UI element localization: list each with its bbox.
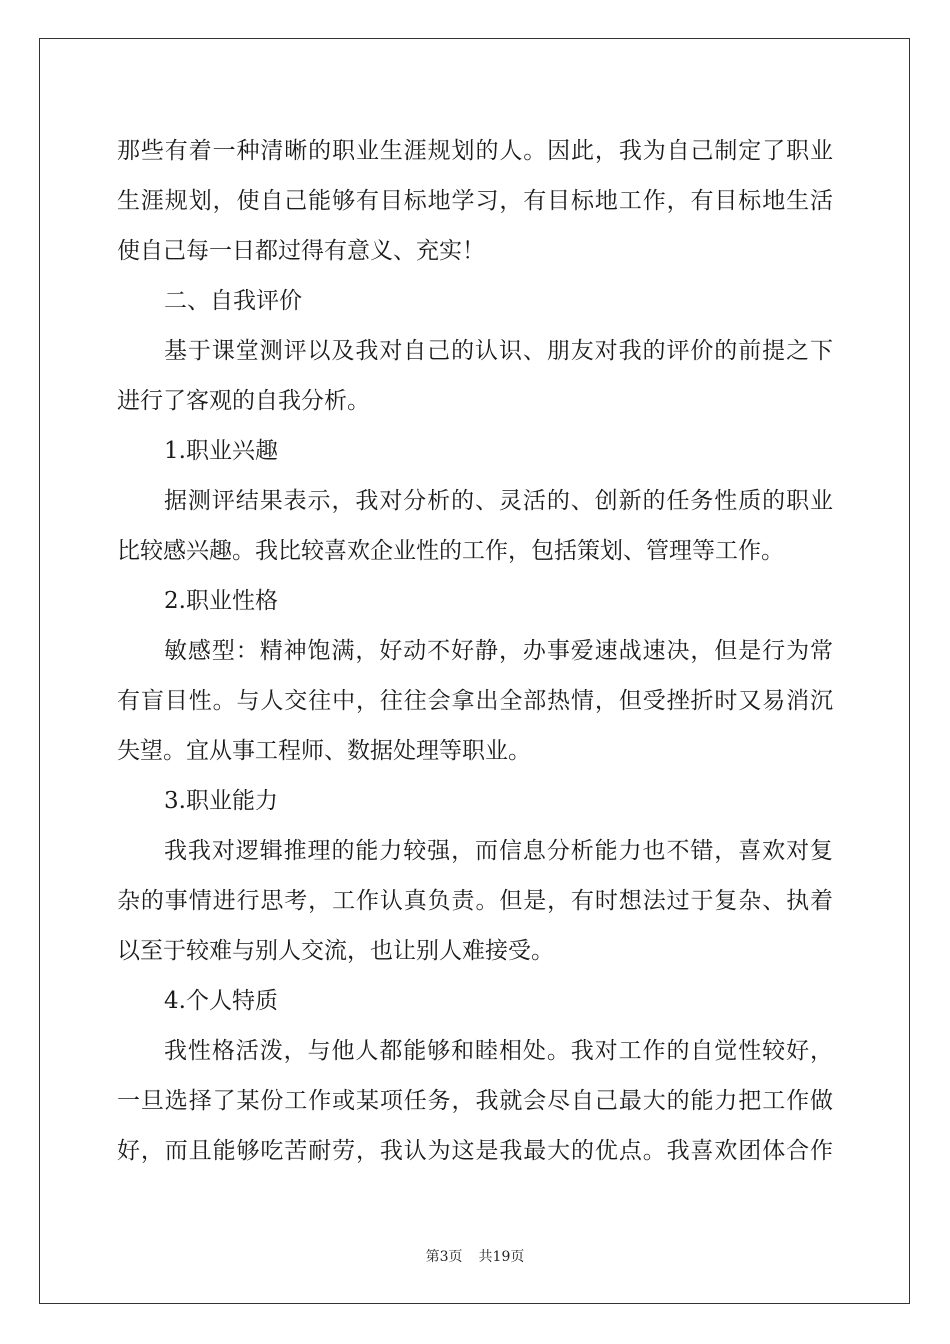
text-line: 失望。宜从事工程师、数据处理等职业。 bbox=[117, 738, 531, 764]
subsection-heading: 3.职业能力 bbox=[164, 788, 278, 814]
text-line: 一旦选择了某份工作或某项任务，我就会尽自己最大的能力把工作做 bbox=[117, 1088, 833, 1114]
text-line: 我我对逻辑推理的能力较强，而信息分析能力也不错，喜欢对复 bbox=[164, 838, 833, 864]
section-heading: 二、自我评价 bbox=[164, 288, 302, 314]
text-line: 好，而且能够吃苦耐劳，我认为这是我最大的优点。我喜欢团体合作 bbox=[117, 1138, 833, 1164]
text-line: 生涯规划，使自己能够有目标地学习，有目标地工作，有目标地生活 bbox=[117, 188, 833, 214]
page-total: 共19页 bbox=[478, 1249, 525, 1265]
text-line: 进行了客观的自我分析。 bbox=[117, 388, 370, 414]
text-line: 比较感兴趣。我比较喜欢企业性的工作，包括策划、管理等工作。 bbox=[117, 538, 784, 564]
text-line: 那些有着一种清晰的职业生涯规划的人。因此，我为自己制定了职业 bbox=[117, 138, 833, 164]
text-line: 杂的事情进行思考，工作认真负责。但是，有时想法过于复杂、执着 bbox=[117, 888, 833, 914]
document-body bbox=[117, 126, 833, 1176]
text-line: 据测评结果表示，我对分析的、灵活的、创新的任务性质的职业 bbox=[164, 488, 833, 514]
page-footer bbox=[0, 1246, 950, 1266]
text-line: 敏感型：精神饱满，好动不好静，办事爱速战速决，但是行为常 bbox=[164, 638, 833, 664]
text-line: 基于课堂测评以及我对自己的认识、朋友对我的评价的前提之下 bbox=[164, 338, 833, 364]
text-line: 以至于较难与别人交流，也让别人难接受。 bbox=[117, 938, 554, 964]
text-line: 我性格活泼，与他人都能够和睦相处。我对工作的自觉性较好， bbox=[164, 1038, 833, 1064]
page-number: 第3页 bbox=[425, 1249, 463, 1265]
text-line: 有盲目性。与人交往中，往往会拿出全部热情，但受挫折时又易消沉 bbox=[117, 688, 833, 714]
subsection-heading: 2.职业性格 bbox=[164, 588, 278, 614]
subsection-heading: 1.职业兴趣 bbox=[164, 438, 278, 464]
subsection-heading: 4.个人特质 bbox=[164, 988, 278, 1014]
text-line: 使自己每一日都过得有意义、充实！ bbox=[117, 238, 485, 264]
